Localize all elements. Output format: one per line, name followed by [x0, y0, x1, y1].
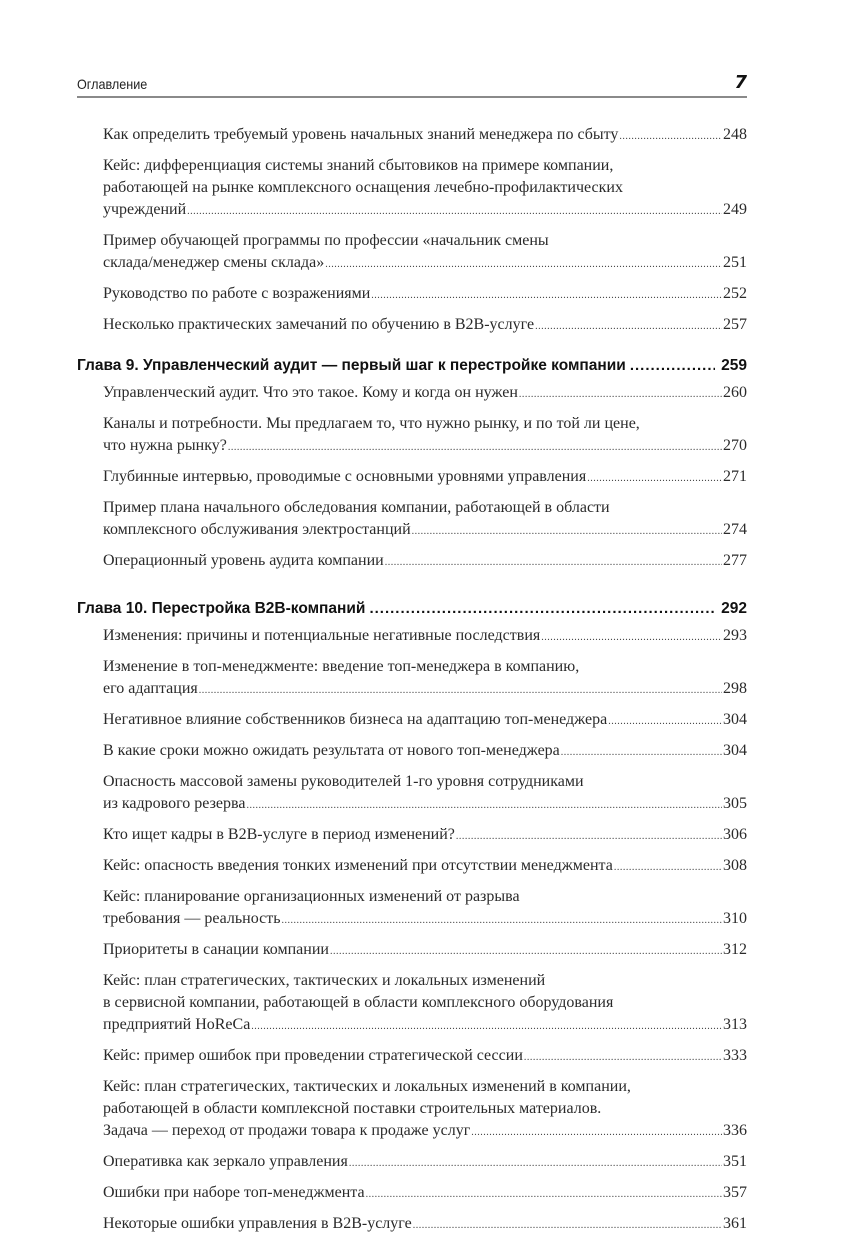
toc-entry-line: Кейс: планирование организационных изменений от разрыва	[103, 888, 520, 905]
toc-entry-line: Кейс: дифференциация системы знаний сбытовиков на примере компании,	[103, 157, 614, 174]
table-of-contents	[77, 124, 747, 1244]
dot-leader	[519, 384, 722, 406]
dot-leader	[630, 355, 715, 377]
toc-entry-title: Приоритеты в санации компании	[103, 941, 329, 958]
toc-entry[interactable]	[77, 1076, 747, 1144]
toc-entry-title: Кейс: опасность введения тонких изменений при отсутствии менеджмента	[103, 857, 613, 874]
dot-leader	[561, 742, 722, 764]
toc-page-number: 313	[723, 1016, 747, 1033]
toc-page-number: 260	[723, 384, 747, 401]
toc-page-number: 336	[723, 1122, 747, 1139]
toc-entry[interactable]	[77, 124, 747, 148]
toc-entry[interactable]	[77, 824, 747, 848]
toc-entry-last-line	[103, 1014, 747, 1038]
toc-entry[interactable]	[77, 466, 747, 490]
toc-entry-last-line	[103, 466, 747, 490]
toc-entry-line: работающей на рынке комплексного оснащения лечебно-профилактических	[103, 179, 623, 196]
toc-entry-line: Изменение в топ-менеджменте: введение топ-менеджера в компанию,	[103, 658, 580, 675]
toc-page-number: 306	[723, 826, 747, 843]
toc-entry[interactable]	[77, 155, 747, 223]
toc-page-number: 249	[723, 201, 747, 218]
dot-leader	[187, 201, 722, 223]
toc-entry-title: предприятий HoReCa	[103, 1016, 251, 1033]
toc-entry-last-line	[103, 1045, 747, 1069]
toc-page-number: 293	[723, 627, 747, 644]
chapter-title: Глава 10. Перестройка B2B-компаний	[77, 600, 366, 617]
chapter-heading[interactable]	[77, 598, 747, 620]
chapter-page-number: 259	[721, 357, 747, 374]
toc-page-number: 304	[723, 711, 747, 728]
toc-entry-title: требования — реальность	[103, 910, 281, 927]
dot-leader	[535, 316, 722, 338]
chapter-title: Глава 9. Управленческий аудит — первый шаг к перестройке компании	[77, 357, 626, 374]
toc-entry-last-line	[103, 124, 747, 148]
dot-leader	[349, 1153, 722, 1175]
toc-entry-line: Пример плана начального обследования компании, работающей в области	[103, 499, 610, 516]
toc-entry-last-line	[103, 435, 747, 459]
toc-entry-title: Кто ищет кадры в B2B-услуге в период изменений?	[103, 826, 455, 843]
toc-entry-last-line	[103, 382, 747, 406]
toc-entry-last-line	[103, 740, 747, 764]
toc-entry-last-line	[103, 824, 747, 848]
toc-entry-title: Некоторые ошибки управления в B2B-услуге	[103, 1215, 412, 1232]
toc-entry-title: Руководство по работе с возражениями	[103, 285, 371, 302]
toc-entry[interactable]	[77, 970, 747, 1038]
toc-page-number: 251	[723, 254, 747, 271]
toc-entry-line: Каналы и потребности. Мы предлагаем то, что нужно рынку, и по той ли цене,	[103, 415, 640, 432]
toc-entry-line: Кейс: план стратегических, тактических и локальных изменений в компании,	[103, 1078, 631, 1095]
toc-page-number: 361	[723, 1215, 747, 1232]
toc-entry-last-line	[103, 519, 747, 543]
toc-entry[interactable]	[77, 314, 747, 338]
toc-entry-last-line	[103, 1151, 747, 1175]
toc-entry[interactable]	[77, 740, 747, 764]
toc-entry-title: комплексного обслуживания электростанций	[103, 521, 411, 538]
toc-entry-title: Несколько практических замечаний по обучению в B2B-услуге	[103, 316, 535, 333]
toc-entry-last-line	[103, 550, 747, 574]
toc-page-number: 298	[723, 680, 747, 697]
toc-entry-title: Глубинные интервью, проводимые с основными уровнями управления	[103, 468, 587, 485]
toc-page-number: 304	[723, 742, 747, 759]
page-number: 7	[734, 72, 747, 93]
toc-entry-title: В какие сроки можно ожидать результата от нового топ-менеджера	[103, 742, 560, 759]
toc-page-number: 277	[723, 552, 747, 569]
toc-entry[interactable]	[77, 283, 747, 307]
dot-leader	[524, 1047, 722, 1069]
toc-entry[interactable]	[77, 1045, 747, 1069]
toc-entry[interactable]	[77, 939, 747, 963]
dot-leader	[369, 598, 715, 620]
toc-entry-line: работающей в области комплексной поставки строительных материалов.	[103, 1100, 602, 1117]
toc-page-number: 308	[723, 857, 747, 874]
toc-entry[interactable]	[77, 886, 747, 932]
dot-leader	[587, 468, 722, 490]
toc-page-number: 333	[723, 1047, 747, 1064]
dot-leader	[412, 521, 722, 543]
toc-page-number: 351	[723, 1153, 747, 1170]
dot-leader	[246, 795, 722, 817]
dot-leader	[619, 126, 722, 148]
toc-entry-last-line	[103, 1182, 747, 1206]
dot-leader	[228, 437, 722, 459]
toc-page-number: 271	[723, 468, 747, 485]
toc-entry-last-line	[103, 625, 747, 649]
toc-entry[interactable]	[77, 1151, 747, 1175]
toc-entry-line: Кейс: план стратегических, тактических и локальных изменений	[103, 972, 546, 989]
toc-entry[interactable]	[77, 625, 747, 649]
toc-page-number: 248	[723, 126, 747, 143]
toc-page-number: 305	[723, 795, 747, 812]
toc-entry-title: учреждений	[103, 201, 187, 218]
toc-entry[interactable]	[77, 413, 747, 459]
toc-entry-last-line	[103, 283, 747, 307]
toc-entry-last-line	[103, 939, 747, 963]
toc-page-number: 257	[723, 316, 747, 333]
dot-leader	[614, 857, 722, 879]
toc-entry-line: Опасность массовой замены руководителей 1-го уровня сотрудниками	[103, 773, 584, 790]
dot-leader	[456, 826, 722, 848]
toc-entry-last-line	[103, 1120, 747, 1144]
toc-entry-title: Негативное влияние собственников бизнеса на адаптацию топ-менеджера	[103, 711, 608, 728]
toc-entry[interactable]	[77, 709, 747, 733]
dot-leader	[608, 711, 722, 733]
toc-entry-last-line	[103, 709, 747, 733]
dot-leader	[282, 910, 722, 932]
toc-page-number: 310	[723, 910, 747, 927]
toc-entry-title: склада/менеджер смены склада»	[103, 254, 325, 271]
toc-entry-title: Кейс: пример ошибок при проведении стратегической сессии	[103, 1047, 523, 1064]
dot-leader	[413, 1215, 722, 1237]
chapter-page-number: 292	[721, 600, 747, 617]
toc-entry[interactable]	[77, 656, 747, 702]
toc-entry[interactable]	[77, 382, 747, 406]
toc-entry-last-line	[103, 252, 747, 276]
toc-entry[interactable]	[77, 1182, 747, 1206]
running-title: Оглавление	[77, 76, 148, 92]
toc-entry-title: его адаптация	[103, 680, 198, 697]
toc-entry[interactable]	[77, 771, 747, 817]
toc-entry-title: Управленческий аудит. Что это такое. Кому и когда он нужен	[103, 384, 518, 401]
toc-entry[interactable]	[77, 855, 747, 879]
dot-leader	[330, 941, 722, 963]
toc-entry-line: Пример обучающей программы по профессии «начальник смены	[103, 232, 549, 249]
dot-leader	[471, 1122, 722, 1144]
dot-leader	[385, 552, 722, 574]
toc-entry-last-line	[103, 678, 747, 702]
dot-leader	[325, 254, 722, 276]
toc-entry-title: Ошибки при наборе топ-менеджмента	[103, 1184, 365, 1201]
toc-entry-title: Изменения: причины и потенциальные негативные последствия	[103, 627, 541, 644]
toc-entry-last-line	[103, 855, 747, 879]
toc-entry-title: Задача — переход от продажи товара к продаже услуг	[103, 1122, 471, 1139]
toc-page-number: 252	[723, 285, 747, 302]
toc-entry-last-line	[103, 793, 747, 817]
dot-leader	[251, 1016, 722, 1038]
dot-leader	[541, 627, 722, 649]
toc-entry-last-line	[103, 908, 747, 932]
toc-entry-last-line	[103, 199, 747, 223]
toc-entry[interactable]	[77, 230, 747, 276]
dot-leader	[371, 285, 722, 307]
running-header	[77, 74, 747, 98]
toc-page-number: 270	[723, 437, 747, 454]
toc-entry-title: Операционный уровень аудита компании	[103, 552, 384, 569]
dot-leader	[366, 1184, 722, 1206]
toc-entry-last-line	[103, 1213, 747, 1237]
dot-leader	[199, 680, 722, 702]
toc-page-number: 312	[723, 941, 747, 958]
toc-entry-title: из кадрового резерва	[103, 795, 246, 812]
toc-page-number: 274	[723, 521, 747, 538]
toc-entry-title: Оперативка как зеркало управления	[103, 1153, 348, 1170]
toc-entry[interactable]	[77, 1213, 747, 1237]
toc-entry-line: в сервисной компании, работающей в области комплексного оборудования	[103, 994, 614, 1011]
toc-entry[interactable]	[77, 550, 747, 574]
chapter-heading[interactable]	[77, 355, 747, 377]
toc-entry[interactable]	[77, 497, 747, 543]
toc-entry-last-line	[103, 314, 747, 338]
toc-page-number: 357	[723, 1184, 747, 1201]
toc-entry-title: Как определить требуемый уровень начальных знаний менеджера по сбыту	[103, 126, 619, 143]
toc-entry-title: что нужна рынку?	[103, 437, 227, 454]
